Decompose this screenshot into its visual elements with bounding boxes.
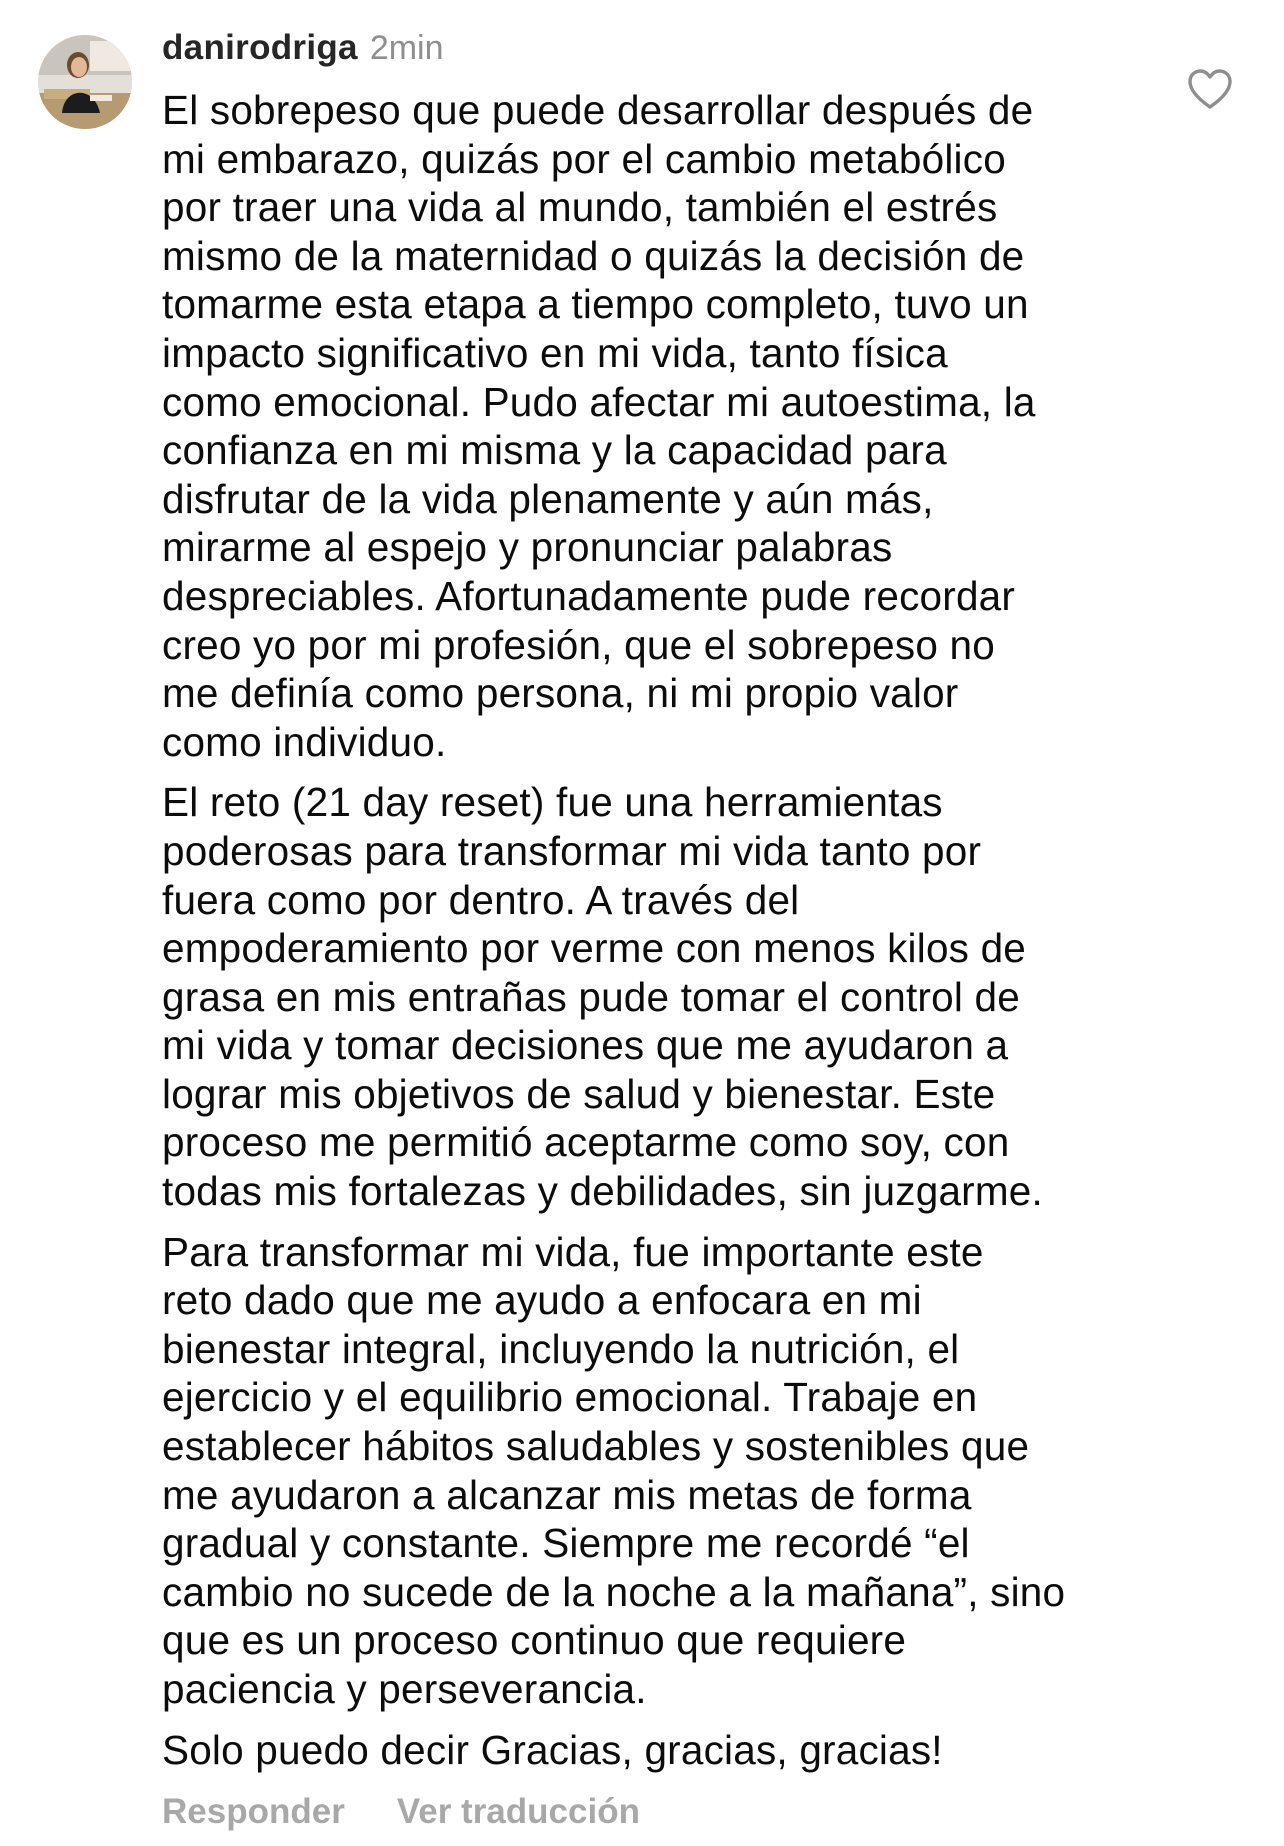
text-line: Para transformar mi vida, fue importante este	[162, 1228, 984, 1275]
see-translation-button[interactable]: Ver traducción	[396, 1792, 640, 1831]
text-line: Solo puedo decir Gracias, gracias, gracias!	[162, 1726, 943, 1773]
text-line: paciencia y perseverancia.	[162, 1666, 647, 1712]
text-line: El reto (21 day reset) fue una herramientas	[162, 779, 943, 826]
text-line: como individuo.	[162, 718, 447, 765]
username[interactable]: danirodriga	[162, 28, 358, 67]
text-line: todas mis fortalezas y debilidades, sin juzgarme.	[162, 1168, 1043, 1215]
timestamp: 2min	[369, 29, 444, 67]
text-line: grasa en mis entrañas pude tomar el control de	[162, 973, 1020, 1020]
text-line: poderosas para transformar mi vida tanto por	[162, 827, 982, 874]
text-line: mi embarazo, quizás por el cambio metabólico	[162, 135, 1006, 182]
reply-button[interactable]: Responder	[162, 1792, 345, 1831]
text-line: me definía como persona, ni mi propio valor	[162, 670, 959, 717]
text-line: proceso me permitió aceptarme como soy, con	[162, 1119, 1010, 1166]
text-line: impacto significativo en mi vida, tanto física	[162, 329, 948, 376]
text-line: mi vida y tomar decisiones que me ayudaron a	[162, 1022, 1009, 1069]
heart-outline-icon	[1187, 68, 1233, 110]
like-button[interactable]	[1187, 68, 1233, 110]
comment-actions	[162, 1792, 640, 1832]
text-line: reto dado que me ayudo a enfocara en mi	[162, 1277, 922, 1324]
text-line: bienestar integral, incluyendo la nutrición, el	[162, 1325, 960, 1372]
text-line: El sobrepeso que puede desarrollar después de	[162, 87, 1034, 133]
comment-paragraph-1	[162, 86, 1162, 766]
text-line: confianza en mi misma y la capacidad para	[162, 427, 947, 474]
text-line: que es un proceso continuo que requiere	[162, 1617, 907, 1664]
text-line: ejercicio y el equilibrio emocional. Trabaje en	[162, 1374, 978, 1421]
comment-header	[162, 28, 444, 78]
text-line: mismo de la maternidad o quizás la decisión de	[162, 232, 1025, 279]
text-line: establecer hábitos saludables y sostenibles que	[162, 1423, 1030, 1470]
comment-paragraph-4	[162, 1726, 1162, 1775]
text-line: despreciables. Afortunadamente pude recordar	[162, 572, 1016, 619]
text-line: cambio no sucede de la noche a la mañana”, sino	[162, 1568, 1066, 1615]
text-line: empoderamiento por verme con menos kilos de	[162, 925, 1027, 972]
text-line: disfrutar de la vida plenamente y aún más,	[162, 475, 934, 522]
text-line: lograr mis objetivos de salud y bienestar. Este	[162, 1070, 996, 1117]
user-avatar[interactable]	[38, 35, 132, 129]
comment-body	[162, 86, 1162, 1786]
avatar-photo-icon	[38, 35, 132, 129]
comment-paragraph-2	[162, 778, 1162, 1215]
comment-paragraph-3	[162, 1228, 1162, 1714]
text-line: me ayudaron a alcanzar mis metas de forma	[162, 1471, 972, 1518]
text-line: como emocional. Pudo afectar mi autoestima, la	[162, 378, 1036, 425]
text-line: mirarme al espejo y pronunciar palabras	[162, 524, 893, 571]
text-line: creo yo por mi profesión, que el sobrepeso no	[162, 621, 995, 668]
text-line: fuera como por dentro. A través del	[162, 876, 800, 923]
text-line: gradual y constante. Siempre me recordé “el	[162, 1520, 970, 1567]
text-line: por traer una vida al mundo, también el estrés	[162, 184, 998, 231]
text-line: tomarme esta etapa a tiempo completo, tuvo un	[162, 281, 1029, 328]
